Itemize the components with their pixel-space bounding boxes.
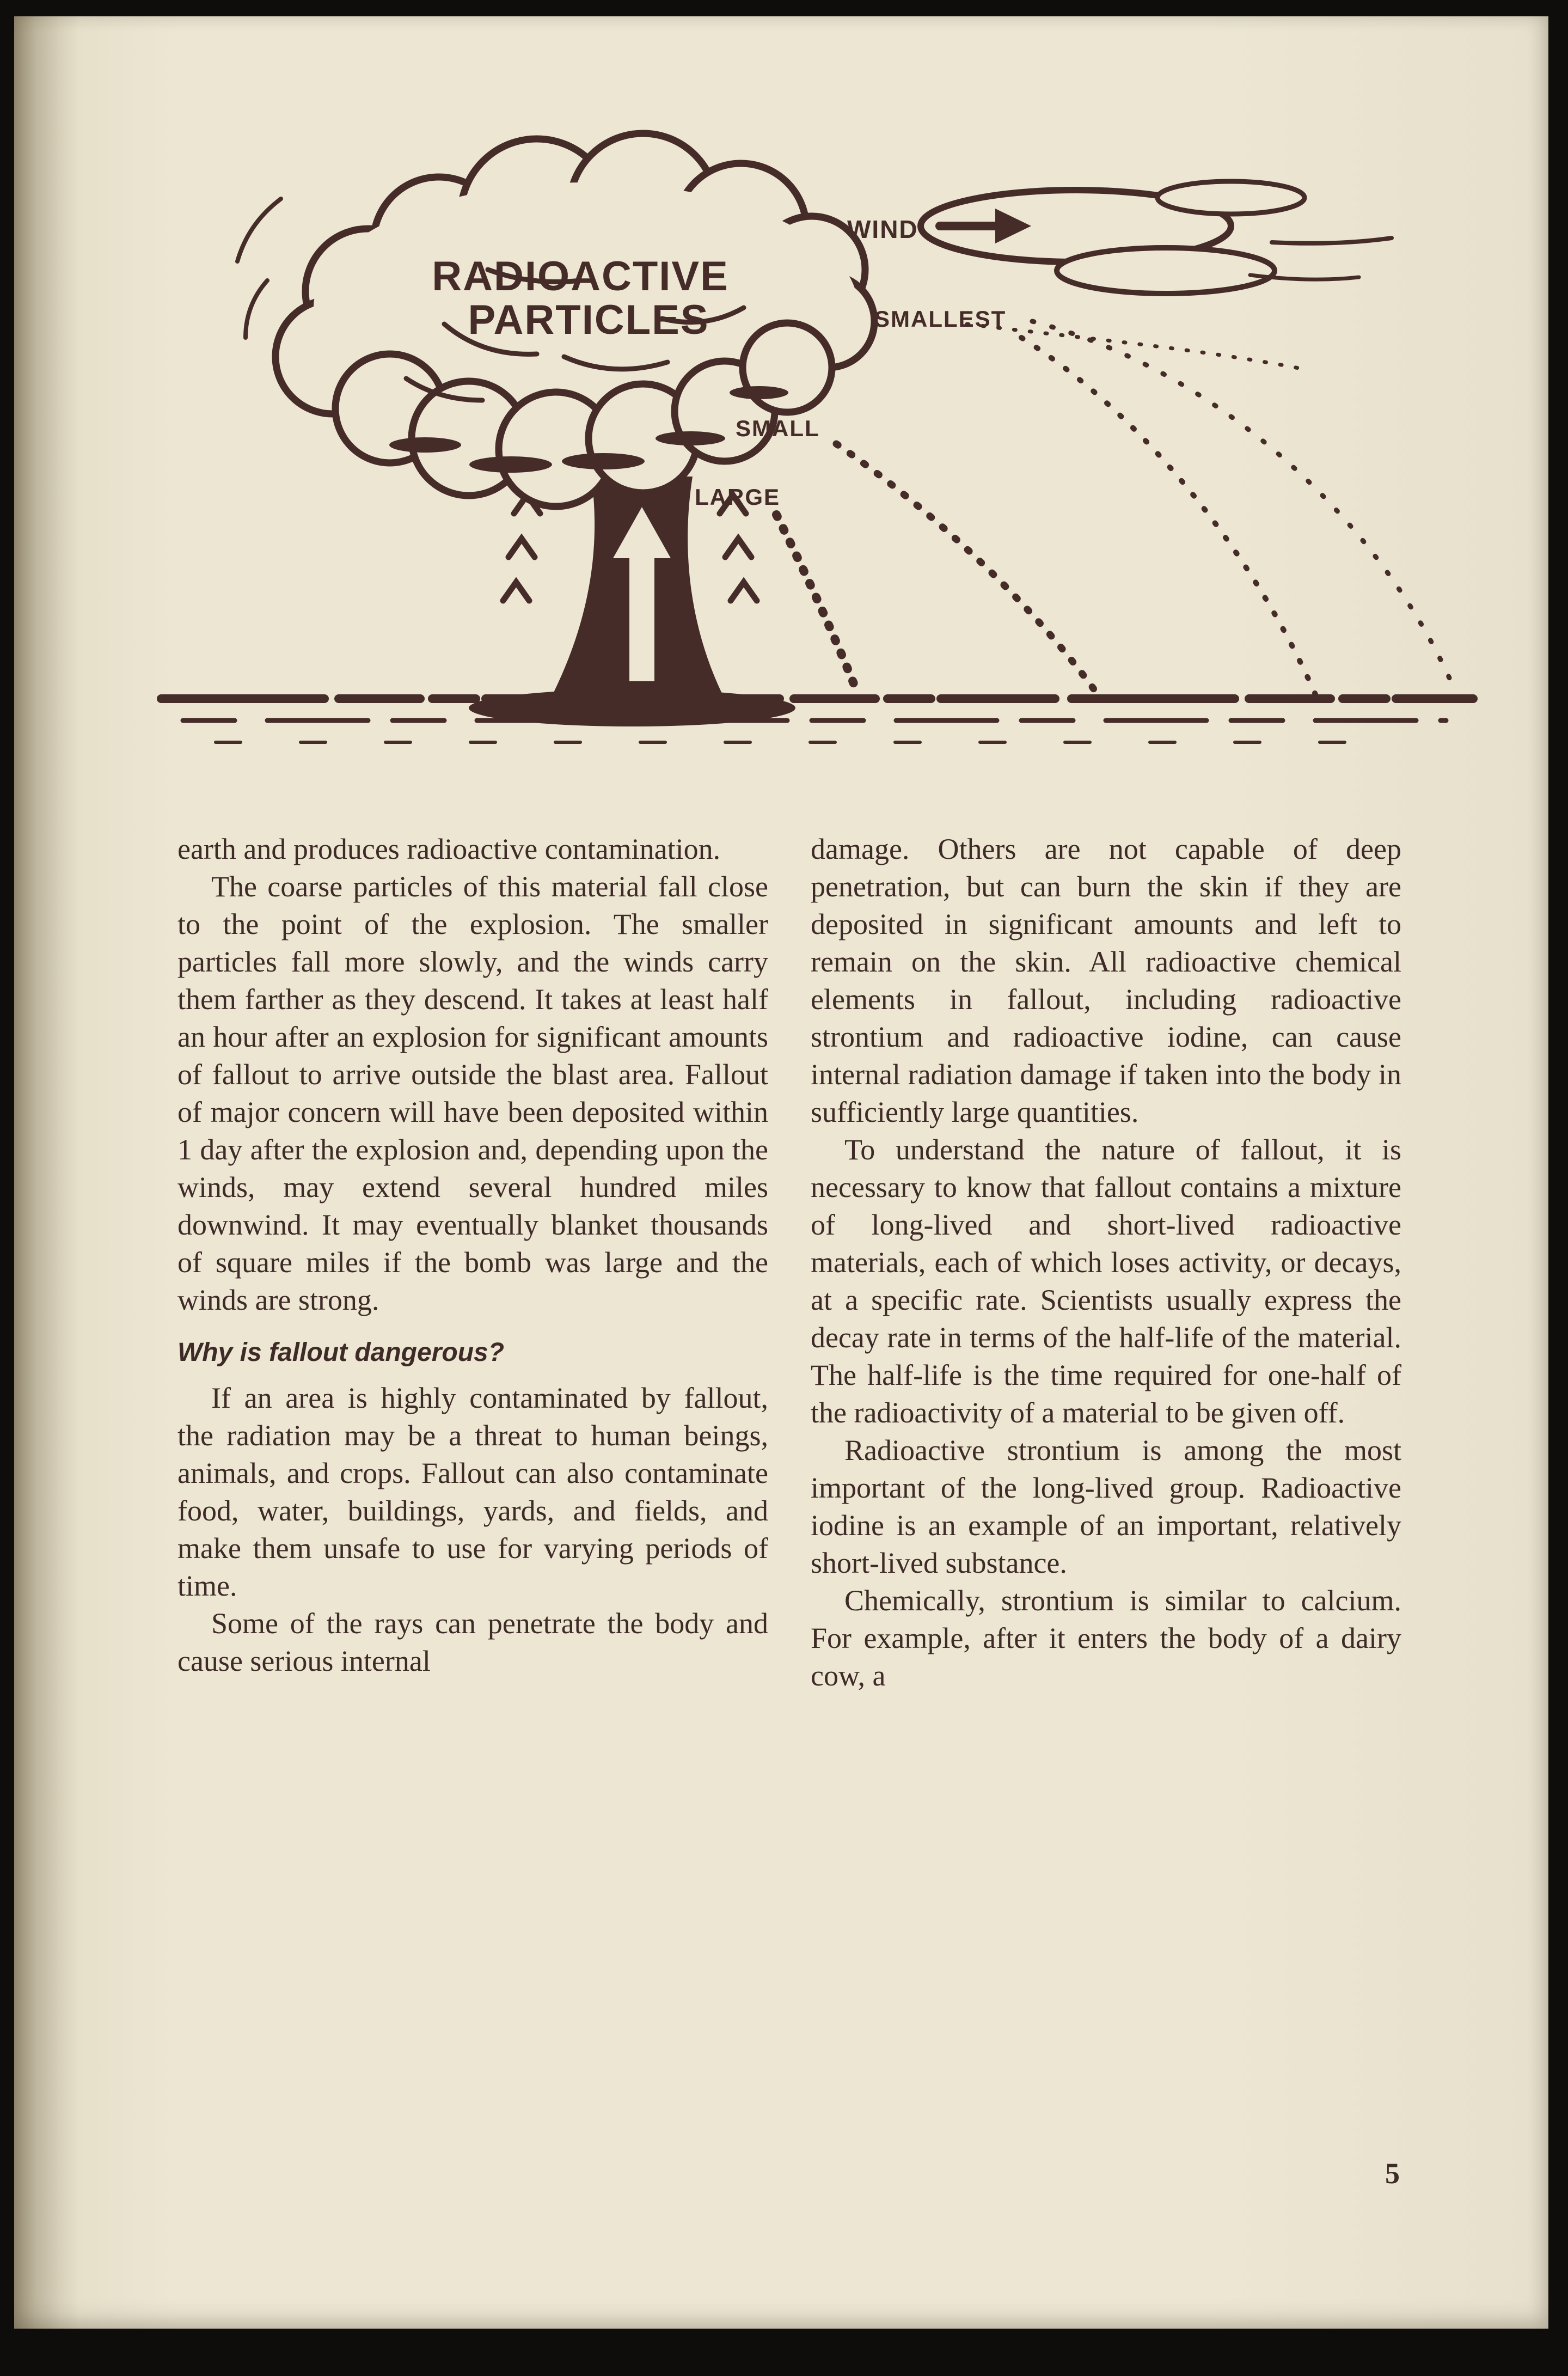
- wind-streak: [921, 181, 1392, 294]
- book-page: [14, 16, 1548, 2329]
- fallout-illustration: [150, 63, 1490, 825]
- paragraph: If an area is highly contaminated by fallout, the radiation may be a threat to human beings, animals, and crops. Fallout can also contaminate food, water, buildings, yards, and fields, and make them unsafe to use for varying periods of time.: [177, 1382, 768, 1602]
- small-label: SMALL: [736, 416, 820, 441]
- page-spine-shadow: [14, 16, 79, 2329]
- left-column: [177, 830, 768, 1695]
- paragraph: earth and produces radioactive contamination.: [177, 833, 721, 865]
- right-column: [811, 830, 1401, 1695]
- cloud-label-line2: PARTICLES: [468, 297, 709, 343]
- large-label: LARGE: [695, 484, 780, 510]
- cloud-stem: [503, 477, 757, 706]
- wind-label: WIND: [847, 215, 918, 243]
- section-heading: Why is fallout dangerous?: [177, 1338, 505, 1367]
- cloud-label-line1: RADIOACTIVE: [432, 253, 729, 300]
- smallest-label: SMALLEST: [874, 306, 1007, 332]
- paragraph: Radioactive strontium is among the most important of the long-lived group. Radioactive iodine is an example of an important, relatively short-lived substance.: [811, 1434, 1401, 1579]
- particle-sprays: [776, 321, 1454, 694]
- page-number: 5: [1385, 2157, 1400, 2190]
- paragraph: damage. Others are not capable of deep penetration, but can burn the skin if they are deposited in significant amounts and left to remain on the skin. All radioactive chemical elements in fallout, including radioactive strontium and radioactive iodine, can cause internal radiation damage if taken into the body in sufficiently large quantities.: [811, 833, 1401, 1128]
- paragraph: To understand the nature of fallout, it is necessary to know that fallout contains a mixture of long-lived and short-lived radioactive materials, each of which loses activity, or decays, at a specific rate. Scientists usually express the decay rate in terms of the half-life of the material. The half-life is the time required for one-half of the radioactivity of a material to be given off.: [811, 1133, 1401, 1429]
- paragraph: The coarse particles of this material fall close to the point of the explosion. The smaller particles fall more slowly, and the winds carry them farther as they descend. It takes at least half an hour after an explosion for significant amounts of fallout to arrive outside the blast area. Fallout of major concern will have been deposited within 1 day after the explosion and, depending upon the winds, may extend several hundred miles downwind. It may eventually blanket thousands of square miles if the bomb was large and the winds are strong.: [177, 870, 768, 1316]
- paragraph: Some of the rays can penetrate the body and cause serious internal: [177, 1607, 768, 1677]
- text-columns: [177, 830, 1401, 1695]
- paragraph: Chemically, strontium is similar to calcium. For example, after it enters the body of a dairy cow, a: [811, 1584, 1401, 1692]
- ground-line: [161, 689, 1473, 742]
